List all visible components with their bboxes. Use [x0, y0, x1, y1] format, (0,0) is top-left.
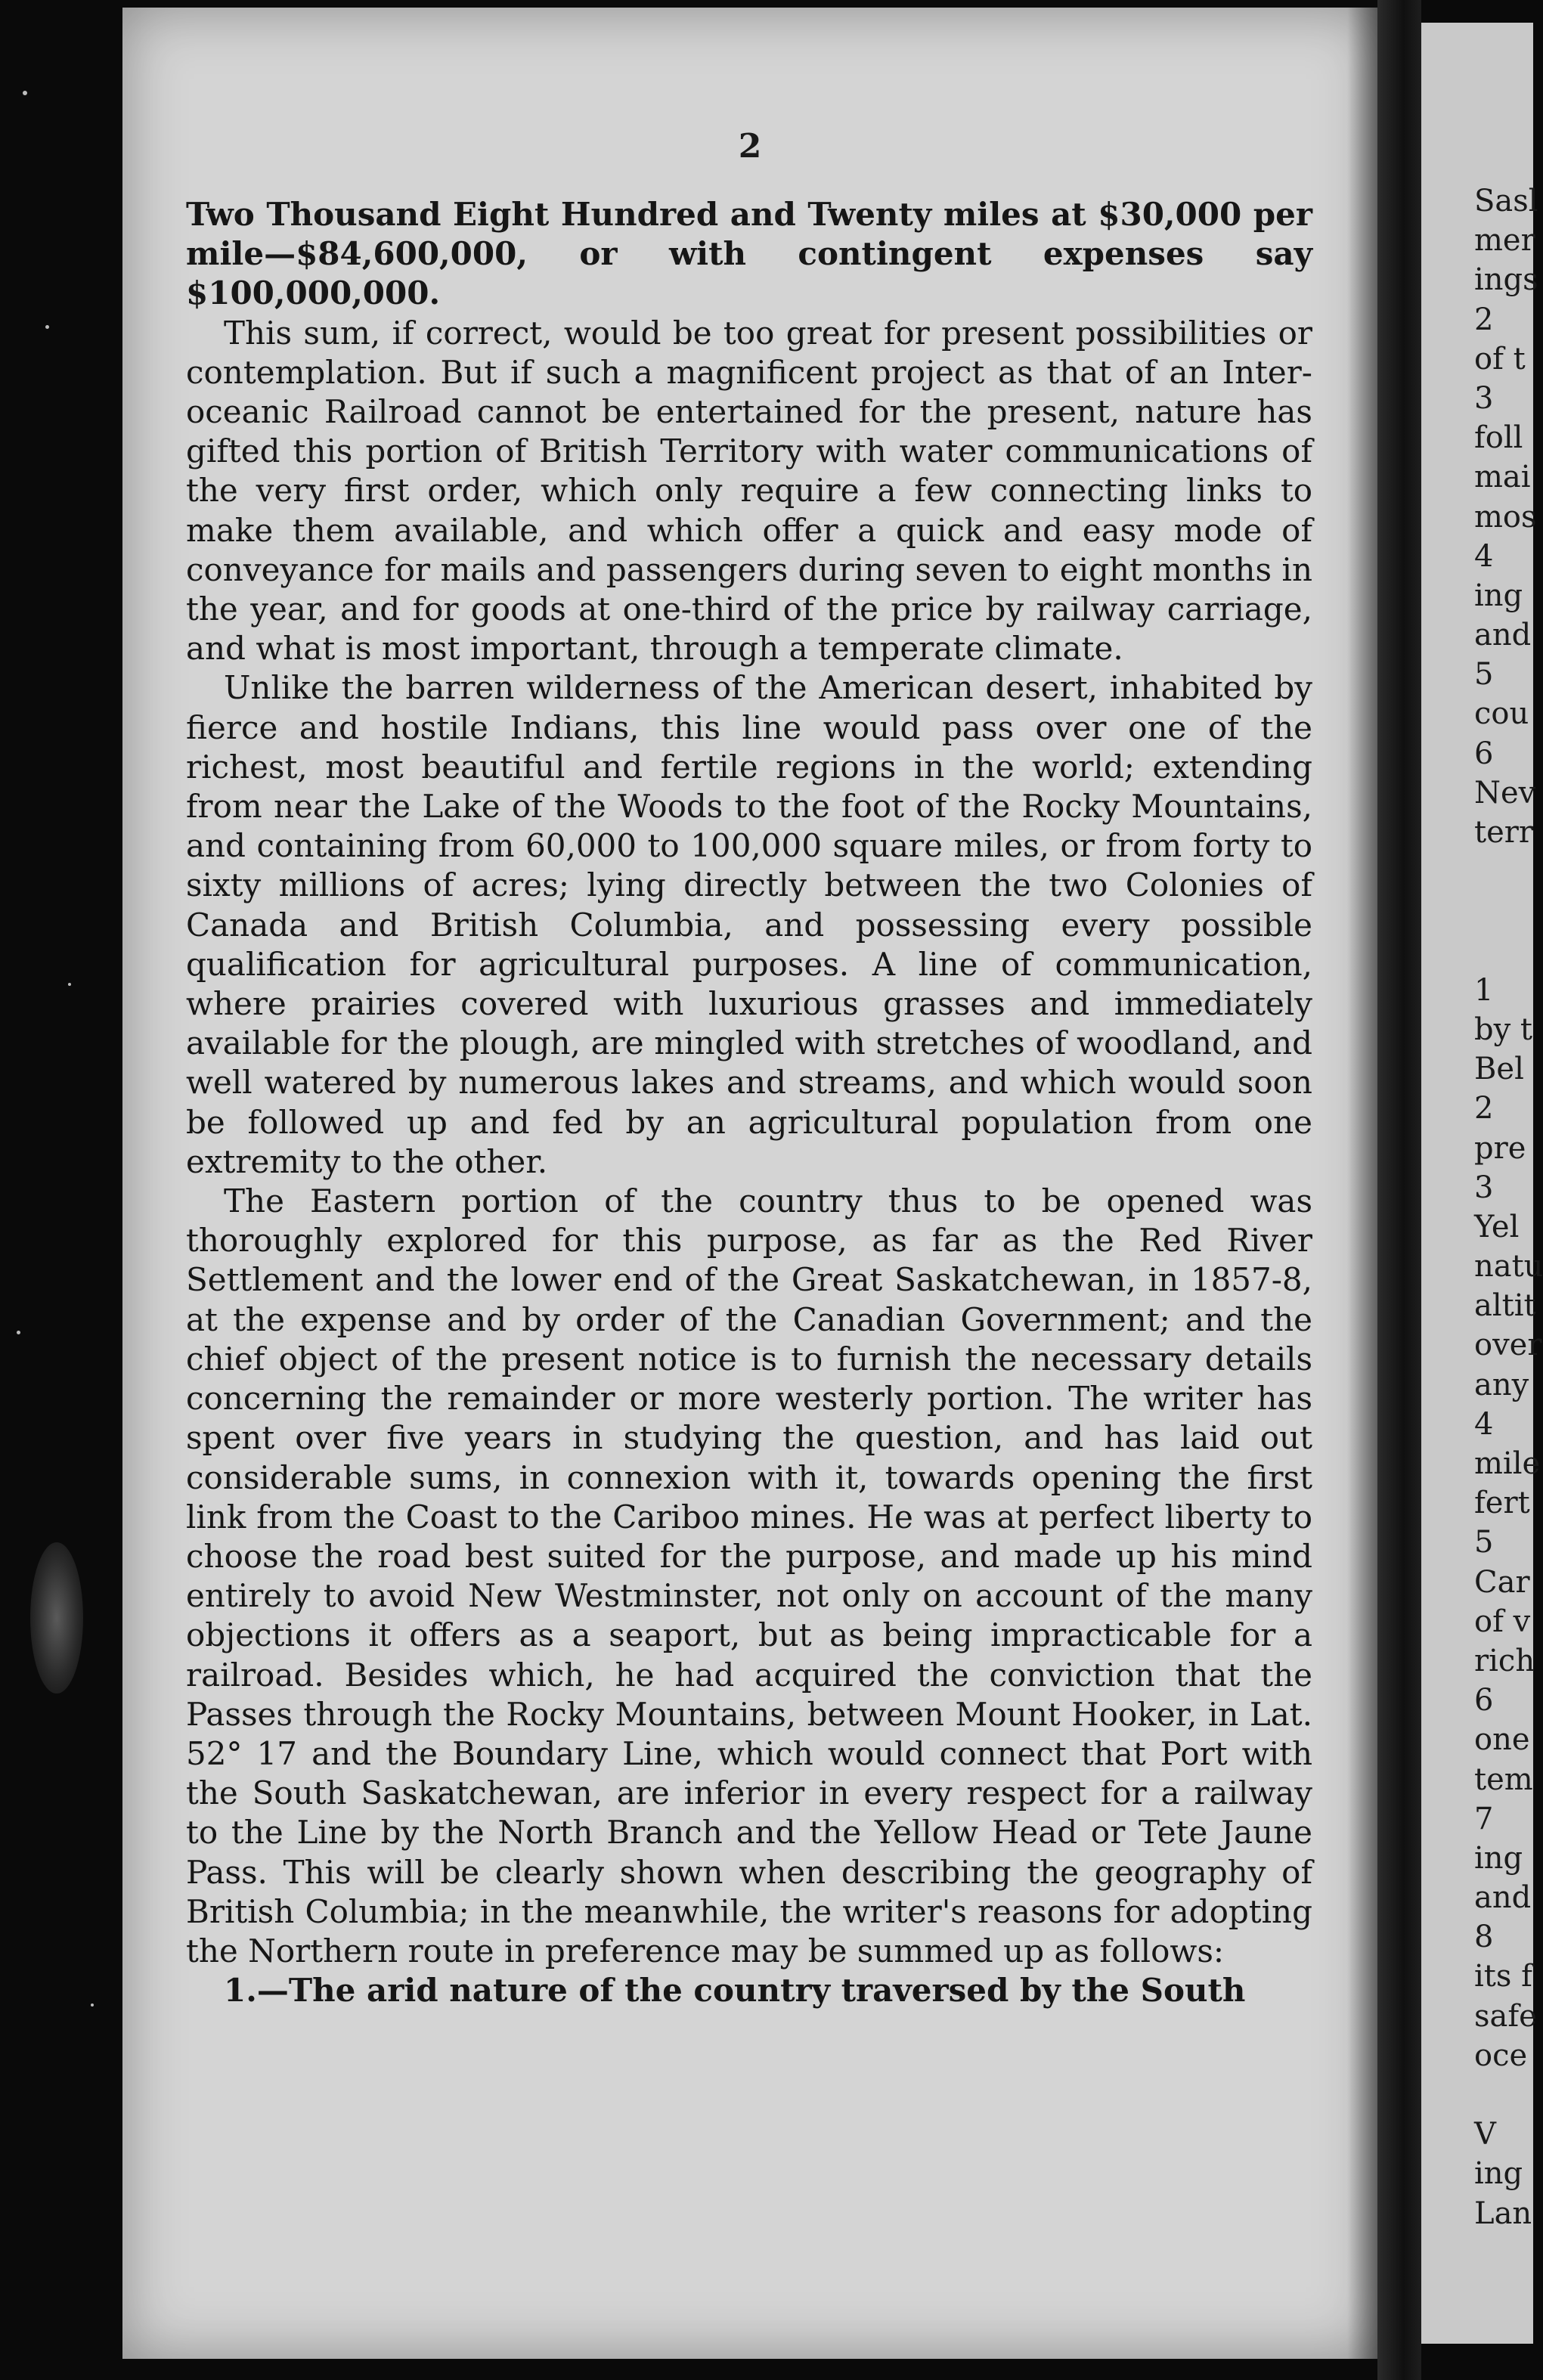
page-number: 2	[738, 127, 762, 166]
adjacent-page-line: natu	[1474, 1249, 1543, 1285]
adjacent-page-line: and	[1474, 618, 1532, 653]
adjacent-page-line: cou	[1474, 696, 1529, 732]
adjacent-page-line: 6	[1474, 736, 1494, 771]
adjacent-page-line: mer	[1474, 223, 1535, 259]
adjacent-page-line: mile	[1474, 1446, 1541, 1481]
adjacent-page-line: Nev	[1474, 775, 1536, 810]
adjacent-page-line: pre	[1474, 1130, 1526, 1166]
adjacent-page-line: rich	[1474, 1643, 1535, 1678]
adjacent-page-line: altit	[1474, 1288, 1536, 1324]
adjacent-page-line: Yel	[1474, 1209, 1520, 1244]
adjacent-page-line: Sasl	[1474, 184, 1538, 218]
adjacent-page-line: mos	[1474, 499, 1537, 535]
margin-speck	[23, 91, 27, 95]
adjacent-page-line	[1474, 2075, 1535, 2115]
adjacent-page-line: terr	[1474, 815, 1533, 850]
adjacent-page-line: oce	[1474, 2038, 1528, 2073]
adjacent-page-line: ing	[1474, 1840, 1523, 1876]
adjacent-page-line: 6	[1474, 1683, 1494, 1718]
paragraph-fertile-regions: Unlike the barren wilderness of the American desert, inhabited by fierce and hostile Indians, this line would pass over one of the richest, most beautiful and fertile regions in the world; extending from near the Lake of the Woods to the foot of the Rocky Mountains, and containing from 60,000 to 100,000 square miles, or from forty to sixty millions of acres; lying directly between the two Colonies of Canada and British Columbia, and possessing every possible qualification for agricultural purposes. A line of communication, where prairies covered with luxurious grasses and immediately available for the plough, are mingled with stretches of woodland, and well watered by numerous lakes and streams, and which would soon be followed up and fed by an agricultural population from one extremity to the other.	[186, 669, 1312, 1180]
adjacent-page-text	[1474, 181, 1543, 2233]
adjacent-page-line: 3	[1474, 380, 1494, 416]
adjacent-page-line: tem	[1474, 1762, 1533, 1797]
adjacent-page-line: 7	[1474, 1801, 1494, 1836]
page-gutter	[1377, 0, 1421, 2380]
margin-speck	[45, 325, 49, 329]
adjacent-page-line: 4	[1474, 1406, 1494, 1442]
margin-speck	[68, 983, 71, 986]
adjacent-page-line: 2	[1474, 302, 1494, 337]
margin-speck	[91, 2003, 94, 2007]
margin-speck	[17, 1331, 20, 1334]
adjacent-page-line	[1474, 891, 1535, 931]
adjacent-page-line: ing	[1474, 578, 1523, 613]
adjacent-page-line: mai	[1474, 460, 1531, 495]
adjacent-page-line: of v	[1474, 1604, 1531, 1639]
adjacent-page-line: 8	[1474, 1920, 1494, 1955]
body-text	[186, 195, 1312, 2010]
adjacent-page-line: Bel	[1474, 1052, 1524, 1087]
adjacent-page-line: fert	[1474, 1486, 1530, 1521]
adjacent-page-line: 4	[1474, 538, 1494, 574]
adjacent-page-line: ings	[1474, 262, 1538, 298]
adjacent-page-line: over	[1474, 1328, 1542, 1363]
adjacent-page-line: safe	[1474, 1998, 1537, 2034]
adjacent-page-line	[1474, 852, 1535, 891]
adjacent-page-line: 1	[1474, 972, 1494, 1008]
adjacent-page-line: by t	[1474, 1012, 1532, 1047]
paragraph-reason-one: 1.—The arid nature of the country traversed by the South	[224, 1972, 1246, 2010]
adjacent-page-line: ing	[1474, 2156, 1523, 2192]
adjacent-page-line: V	[1474, 2117, 1496, 2152]
adjacent-page-line: 3	[1474, 1170, 1494, 1205]
adjacent-page-line	[1474, 931, 1535, 971]
adjacent-page-line: its f	[1474, 1959, 1532, 1994]
adjacent-page-line: Lan	[1474, 2196, 1532, 2231]
adjacent-page-line: one	[1474, 1722, 1530, 1758]
adjacent-page-line: of t	[1474, 341, 1526, 377]
adjacent-page-line: 5	[1474, 657, 1494, 693]
paragraph-water-communications: This sum, if correct, would be too great for present possibilities or contemplation. But if such a magnificent project as that of an Inter-oceanic Railroad cannot be entertained for the present, nature has gifted this portion of British Territory with water communications of the very first order, which only require a few connecting links to make them available, and which offer a quick and easy mode of conveyance for mails and passengers during seven to eight months in the year, and for goods at one-third of the price by railway carriage, and what is most important, through a temperate climate.	[186, 314, 1312, 668]
adjacent-page-line: Car	[1474, 1564, 1530, 1600]
adjacent-page-line: 5	[1474, 1525, 1494, 1560]
paragraph-eastern-portion: The Eastern portion of the country thus to be opened was thoroughly explored for this purpose, as far as the Red River Settlement and the lower end of the Great Saskatchewan, in 1857-8, at the expense and by order of the Canadian Government; and the chief object of the present notice is to furnish the necessary details concerning the remainder or more westerly portion. The writer has spent over five years in studying the question, and has laid out considerable sums, in connexion with it, towards opening the first link from the Coast to the Cariboo mines. He was at perfect liberty to choose the road best suited for the purpose, and made up his mind entirely to avoid New Westminster, not only on account of the many objections it offers as a seaport, but as being impracticable for a railroad. Besides which, he had acquired the conviction that the Passes through the Rocky Mountains, between Mount Hooker, in Lat. 52° 17 and the Boundary Line, which would connect that Port with the South Saskatchewan, are inferior in every respect for a railway to the Line by the North Branch and the Yellow Head or Tete Jaune Pass. This will be clearly shown when describing the geography of British Columbia; in the meanwhile, the writer's reasons for adopting the Northern route in preference may be summed up as follows:	[186, 1182, 1312, 1969]
adjacent-page-line: any	[1474, 1367, 1529, 1402]
binding-hole	[30, 1542, 83, 1694]
adjacent-page-line: 2	[1474, 1091, 1494, 1126]
adjacent-page-line: foll	[1474, 420, 1523, 456]
adjacent-page-line: and	[1474, 1880, 1532, 1916]
paragraph-cost-estimate: Two Thousand Eight Hundred and Twenty miles at $30,000 per mile—$84,600,000, or with contingent expenses say $100,000,000.	[186, 196, 1312, 312]
